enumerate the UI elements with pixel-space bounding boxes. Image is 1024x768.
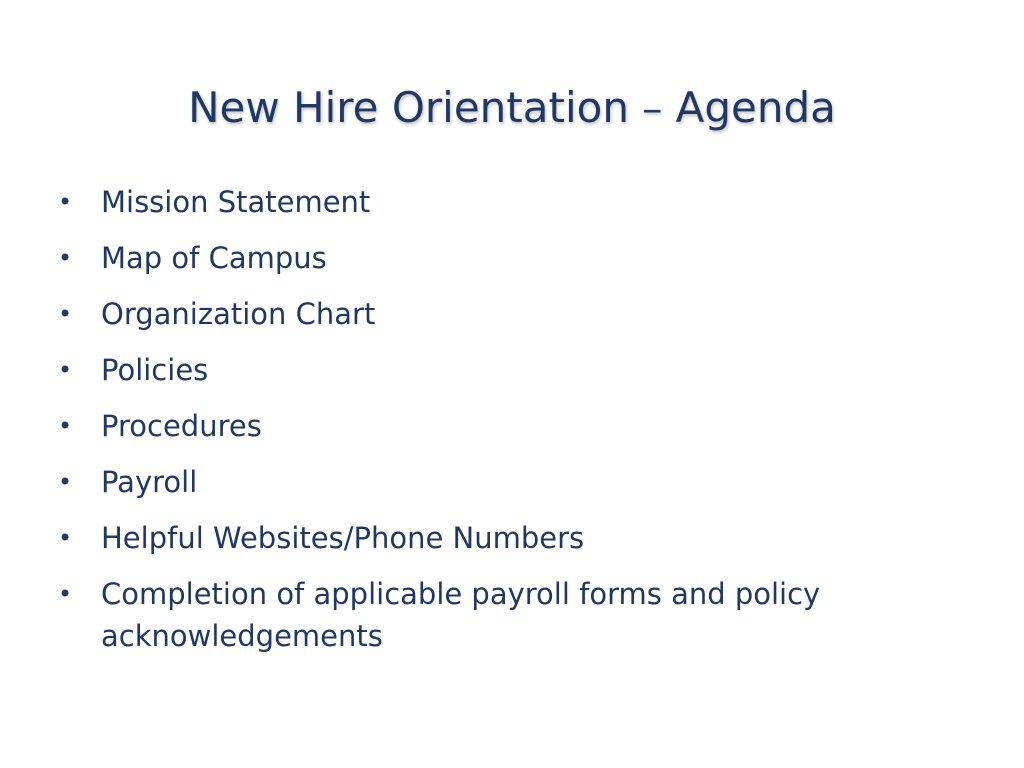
bullet-icon: • xyxy=(58,300,73,328)
agenda-item-label: Completion of applicable payroll forms and policy acknowledgements xyxy=(101,577,821,653)
agenda-item-label: Organization Chart xyxy=(101,297,376,331)
slide-title-end: Agenda xyxy=(675,83,836,132)
bullet-icon: • xyxy=(58,188,73,216)
bullet-icon: • xyxy=(58,580,73,608)
agenda-item-map-of-campus xyxy=(58,237,978,279)
agenda-item-payroll xyxy=(58,461,978,503)
agenda-item-label: Mission Statement xyxy=(101,185,371,219)
agenda-list xyxy=(58,181,978,671)
agenda-item-label: Helpful Websites/Phone Numbers xyxy=(101,521,585,555)
bullet-icon: • xyxy=(58,412,73,440)
agenda-item-mission-statement xyxy=(58,181,978,223)
agenda-item-policies xyxy=(58,349,978,391)
slide-title-main: New Hire Orientation xyxy=(188,83,629,132)
bullet-icon: • xyxy=(58,468,73,496)
bullet-icon: • xyxy=(58,524,73,552)
agenda-item-completion-of-forms xyxy=(58,573,978,657)
bullet-icon: • xyxy=(58,244,73,272)
agenda-item-organization-chart xyxy=(58,293,978,335)
agenda-item-label: Map of Campus xyxy=(101,241,327,275)
agenda-item-label: Procedures xyxy=(101,409,262,443)
bullet-icon: • xyxy=(58,356,73,384)
agenda-item-label: Policies xyxy=(101,353,209,387)
agenda-item-label: Payroll xyxy=(101,465,198,499)
agenda-item-helpful-websites xyxy=(58,517,978,559)
slide-title-dash: – xyxy=(642,86,663,132)
slide-title xyxy=(0,78,1024,139)
agenda-item-procedures xyxy=(58,405,978,447)
